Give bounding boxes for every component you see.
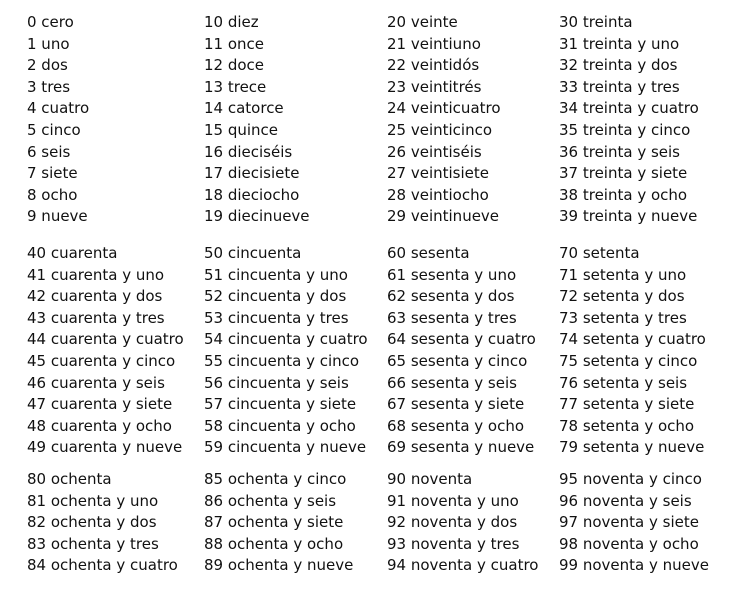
number-entry-73: 73 setenta y tres — [559, 308, 687, 327]
number-entry-59: 59 cincuenta y nueve — [204, 438, 367, 457]
number-entry-93: 93 noventa y tres — [387, 534, 520, 553]
number-entry-8: 8 ocho — [27, 185, 78, 204]
number-entry-77: 77 setenta y siete — [559, 395, 695, 414]
number-entry-39: 39 treinta y nueve — [559, 207, 698, 226]
column-40-to-49 — [27, 243, 184, 459]
number-entry-18: 18 dieciocho — [204, 185, 300, 204]
number-entry-79: 79 setenta y nueve — [559, 438, 705, 457]
number-entry-47: 47 cuarenta y siete — [27, 395, 173, 414]
number-entry-89: 89 ochenta y nueve — [204, 556, 354, 575]
column-50-to-59 — [204, 243, 368, 459]
column-30-to-39 — [559, 12, 699, 228]
number-entry-21: 21 veintiuno — [387, 34, 481, 53]
number-entry-5: 5 cinco — [27, 120, 81, 139]
number-entry-7: 7 siete — [27, 164, 78, 183]
number-entry-64: 64 sesenta y cuatro — [387, 330, 536, 349]
number-entry-85: 85 ochenta y cinco — [204, 470, 347, 488]
number-entry-32: 32 treinta y dos — [559, 56, 678, 75]
number-entry-83: 83 ochenta y tres — [27, 534, 159, 553]
number-entry-86: 86 ochenta y seis — [204, 491, 337, 510]
number-entry-98: 98 noventa y ocho — [559, 534, 699, 553]
number-entry-16: 16 dieciséis — [204, 142, 293, 161]
number-entry-53: 53 cincuenta y tres — [204, 308, 349, 327]
number-entry-36: 36 treinta y seis — [559, 142, 680, 161]
number-entry-74: 74 setenta y cuatro — [559, 330, 706, 349]
number-entry-50: 50 cincuenta — [204, 244, 302, 262]
number-entry-97: 97 noventa y siete — [559, 513, 699, 532]
number-entry-63: 63 sesenta y tres — [387, 308, 517, 327]
number-entry-11: 11 once — [204, 34, 265, 53]
number-entry-60: 60 sesenta — [387, 244, 470, 262]
number-entry-0: 0 cero — [27, 13, 74, 31]
column-70-to-79 — [559, 243, 706, 459]
number-entry-19: 19 diecinueve — [204, 207, 310, 226]
number-entry-56: 56 cincuenta y seis — [204, 373, 349, 392]
column-20-to-29 — [387, 12, 501, 228]
number-entry-14: 14 catorce — [204, 99, 284, 118]
number-entry-9: 9 nueve — [27, 207, 88, 226]
number-entry-3: 3 tres — [27, 77, 71, 96]
number-entry-2: 2 dos — [27, 56, 68, 75]
number-entry-61: 61 sesenta y uno — [387, 265, 517, 284]
number-entry-29: 29 veintinueve — [387, 207, 500, 226]
number-entry-69: 69 sesenta y nueve — [387, 438, 535, 457]
number-entry-90: 90 noventa — [387, 470, 473, 488]
number-entry-37: 37 treinta y siete — [559, 164, 688, 183]
column-10-to-19 — [204, 12, 310, 228]
number-entry-41: 41 cuarenta y uno — [27, 265, 165, 284]
number-entry-15: 15 quince — [204, 120, 279, 139]
number-entry-1: 1 uno — [27, 34, 70, 53]
number-entry-33: 33 treinta y tres — [559, 77, 680, 96]
number-entry-68: 68 sesenta y ocho — [387, 416, 525, 435]
number-entry-88: 88 ochenta y ocho — [204, 534, 344, 553]
number-entry-70: 70 setenta — [559, 244, 640, 262]
number-entry-45: 45 cuarenta y cinco — [27, 351, 176, 370]
number-entry-20: 20 veinte — [387, 13, 458, 31]
column-95-to-99 — [559, 469, 709, 577]
number-entry-57: 57 cincuenta y siete — [204, 395, 357, 414]
column-90-to-94 — [387, 469, 538, 577]
number-entry-31: 31 treinta y uno — [559, 34, 680, 53]
number-entry-76: 76 setenta y seis — [559, 373, 688, 392]
number-entry-75: 75 setenta y cinco — [559, 351, 698, 370]
number-entry-82: 82 ochenta y dos — [27, 513, 157, 532]
number-entry-72: 72 setenta y dos — [559, 287, 685, 306]
number-entry-67: 67 sesenta y siete — [387, 395, 525, 414]
number-entry-84: 84 ochenta y cuatro — [27, 556, 178, 575]
column-80-to-84 — [27, 469, 178, 577]
number-entry-42: 42 cuarenta y dos — [27, 287, 163, 306]
number-entry-22: 22 veintidós — [387, 56, 480, 75]
number-entry-48: 48 cuarenta y ocho — [27, 416, 172, 435]
number-entry-99: 99 noventa y nueve — [559, 556, 709, 575]
number-entry-35: 35 treinta y cinco — [559, 120, 691, 139]
number-entry-17: 17 diecisiete — [204, 164, 300, 183]
number-entry-44: 44 cuarenta y cuatro — [27, 330, 184, 349]
number-entry-52: 52 cincuenta y dos — [204, 287, 347, 306]
number-entry-27: 27 veintisiete — [387, 164, 490, 183]
number-entry-30: 30 treinta — [559, 13, 633, 31]
number-entry-55: 55 cincuenta y cinco — [204, 351, 360, 370]
number-entry-4: 4 cuatro — [27, 99, 90, 118]
number-entry-6: 6 seis — [27, 142, 71, 161]
column-85-to-89 — [204, 469, 353, 577]
number-entry-71: 71 setenta y uno — [559, 265, 687, 284]
number-entry-34: 34 treinta y cuatro — [559, 99, 699, 118]
number-entry-51: 51 cincuenta y uno — [204, 265, 348, 284]
number-entry-25: 25 veinticinco — [387, 120, 493, 139]
column-0-to-9 — [27, 12, 89, 228]
number-entry-23: 23 veintitrés — [387, 77, 482, 96]
number-entry-12: 12 doce — [204, 56, 265, 75]
number-entry-28: 28 veintiocho — [387, 185, 489, 204]
number-entry-40: 40 cuarenta — [27, 244, 118, 262]
number-entry-26: 26 veintiséis — [387, 142, 482, 161]
number-entry-49: 49 cuarenta y nueve — [27, 438, 183, 457]
number-entry-80: 80 ochenta — [27, 470, 112, 488]
number-entry-81: 81 ochenta y uno — [27, 491, 159, 510]
number-entry-91: 91 noventa y uno — [387, 491, 519, 510]
number-entry-46: 46 cuarenta y seis — [27, 373, 165, 392]
number-entry-13: 13 trece — [204, 77, 267, 96]
number-entry-10: 10 diez — [204, 13, 259, 31]
number-entry-92: 92 noventa y dos — [387, 513, 518, 532]
number-entry-94: 94 noventa y cuatro — [387, 556, 539, 575]
number-entry-96: 96 noventa y seis — [559, 491, 692, 510]
number-entry-65: 65 sesenta y cinco — [387, 351, 528, 370]
number-entry-38: 38 treinta y ocho — [559, 185, 688, 204]
number-entry-95: 95 noventa y cinco — [559, 470, 702, 488]
number-entry-43: 43 cuarenta y tres — [27, 308, 165, 327]
number-entry-24: 24 veinticuatro — [387, 99, 501, 118]
number-entry-62: 62 sesenta y dos — [387, 287, 515, 306]
number-entry-87: 87 ochenta y siete — [204, 513, 344, 532]
number-entry-54: 54 cincuenta y cuatro — [204, 330, 368, 349]
number-entry-58: 58 cincuenta y ocho — [204, 416, 356, 435]
number-entry-78: 78 setenta y ocho — [559, 416, 695, 435]
column-60-to-69 — [387, 243, 536, 459]
number-entry-66: 66 sesenta y seis — [387, 373, 517, 392]
